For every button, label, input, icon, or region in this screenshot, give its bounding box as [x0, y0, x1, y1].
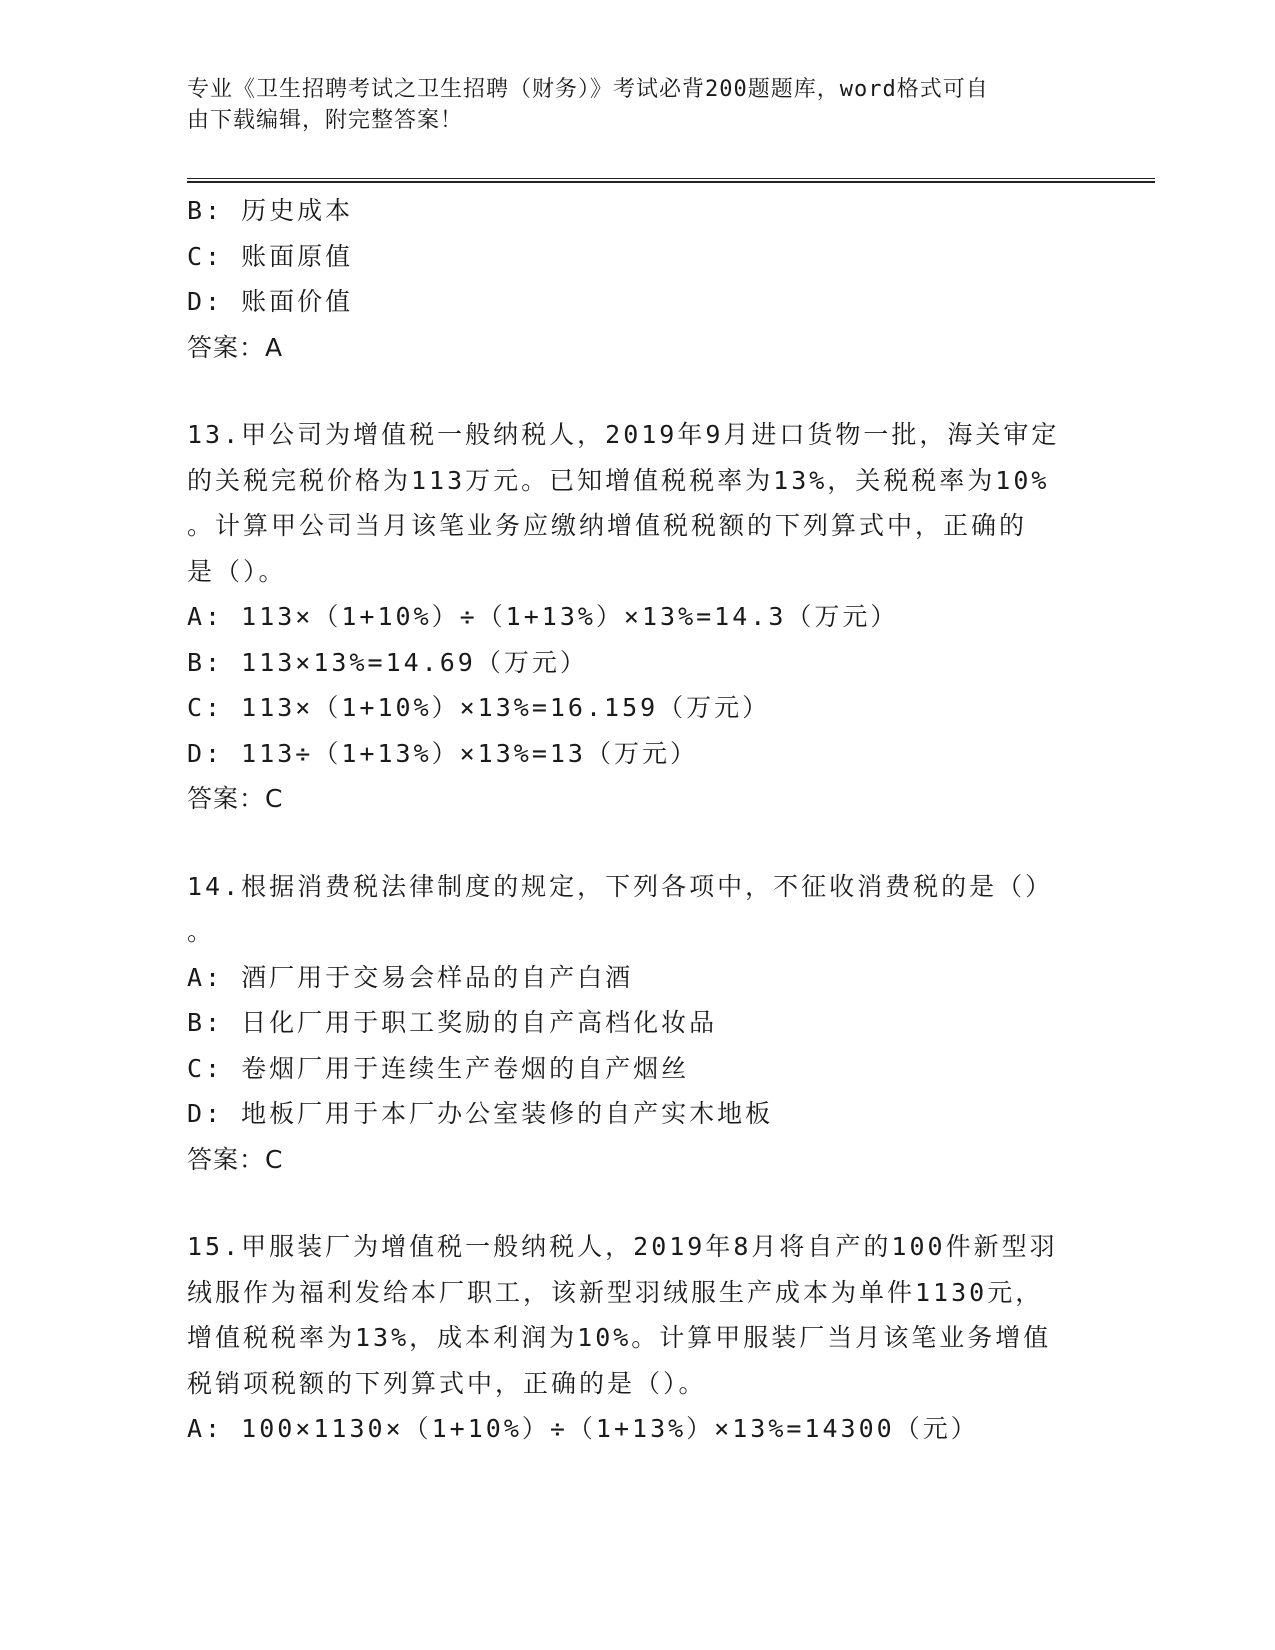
option-a: A: 100×1130×（1+10%）÷（1+13%）×13%=14300（元） [187, 1414, 979, 1443]
question-text-line: 14.根据消费税法律制度的规定，下列各项中，不征收消费税的是（） [187, 871, 1054, 901]
question-15 [187, 1224, 1087, 1452]
header-divider [187, 178, 1155, 183]
question-text-line: 。 [187, 917, 216, 946]
question-text-line: 增值税税率为13%，成本利润为10%。计算甲服装厂当月该笔业务增值 [187, 1323, 1052, 1352]
question-text-line: 税销项税额的下列算式中，正确的是（）。 [187, 1368, 707, 1398]
question-text-line: 的关税完税价格为113万元。已知增值税税率为13%，关税税率为10% [187, 465, 1050, 495]
option-b: B: 113×13%=14.69（万元） [187, 647, 588, 677]
option-c: C: 卷烟厂用于连续生产卷烟的自产烟丝 [187, 1053, 690, 1083]
option-c: C: 账面原值 [187, 241, 354, 271]
page-header [187, 74, 1087, 136]
header-line-1: 专业《卫生招聘考试之卫生招聘（财务）》考试必背200题题库，word格式可自 [187, 77, 989, 102]
option-a: A: 113×（1+10%）÷（1+13%）×13%=14.3（万元） [187, 602, 899, 631]
question-text-line: 13.甲公司为增值税一般纳税人，2019年9月进口货物一批，海关审定 [187, 420, 1060, 449]
option-d: D: 账面价值 [187, 287, 354, 316]
answer: 答案：A [187, 332, 284, 362]
document-body [187, 188, 1087, 1452]
question-text-line: 绒服作为福利发给本厂职工，该新型羽绒服生产成本为单件1130元， [187, 1277, 1044, 1307]
question-text-line: 15.甲服装厂为增值税一般纳税人，2019年8月将自产的100件新型羽 [187, 1232, 1058, 1261]
question-13 [187, 412, 1087, 822]
question-text-line: 。计算甲公司当月该笔业务应缴纳增值税税额的下列算式中，正确的 [187, 511, 1028, 540]
option-c: C: 113×（1+10%）×13%=16.159（万元） [187, 693, 771, 722]
answer: 答案：C [187, 784, 284, 813]
answer: 答案：C [187, 1144, 284, 1174]
option-a: A: 酒厂用于交易会样品的自产白酒 [187, 962, 634, 992]
question-text-line: 是（）。 [187, 556, 287, 586]
option-d: D: 113÷（1+13%）×13%=13（万元） [187, 738, 698, 768]
option-b: B: 日化厂用于职工奖励的自产高档化妆品 [187, 1008, 718, 1037]
question-14 [187, 864, 1087, 1183]
header-line-2: 由下载编辑，附完整答案！ [187, 108, 464, 133]
option-d: D: 地板厂用于本厂办公室装修的自产实木地板 [187, 1099, 774, 1128]
option-b: B: 历史成本 [187, 196, 354, 225]
question-12-continuation [187, 188, 1087, 370]
